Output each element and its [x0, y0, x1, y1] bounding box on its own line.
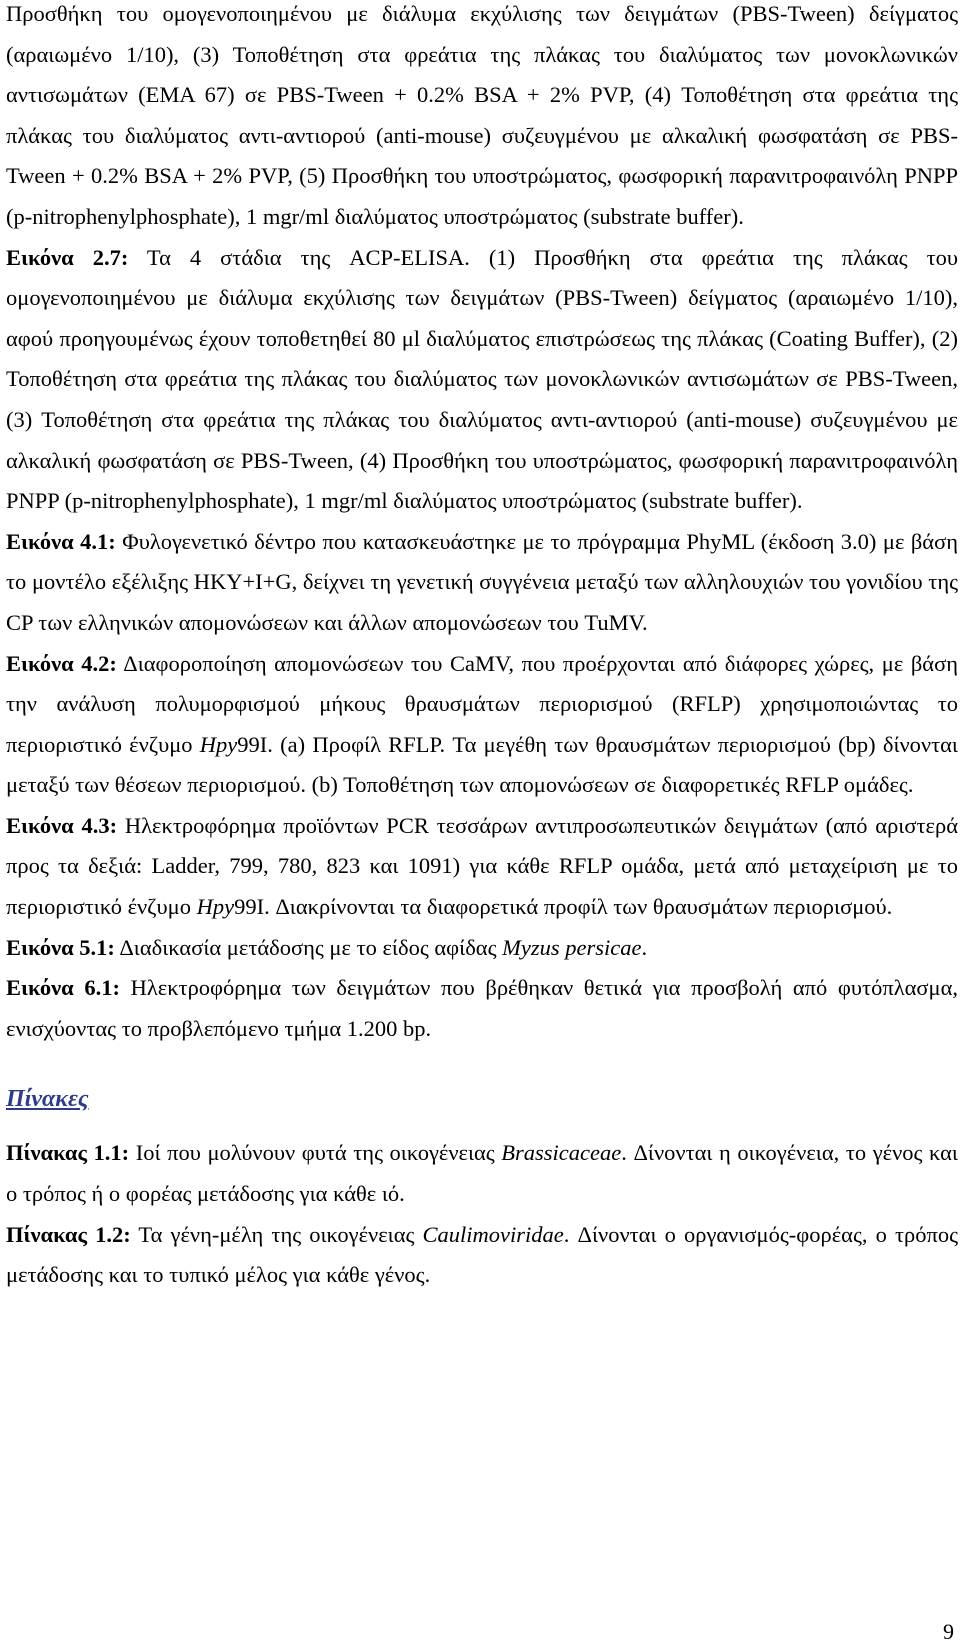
figure-label: Εικόνα 2.7: [6, 244, 129, 270]
tables-section-heading: Πίνακες [6, 1086, 89, 1113]
figure-caption-4-3 [6, 806, 958, 928]
figure-text: Ηλεκτροφόρημα προϊόντων PCR τεσσάρων αντιπροσωπευτικών δειγμάτων (από αριστερά προς τα δεξιά: Ladder, 799, 780, 823 και 1091) για κάθε RFLP ομάδα, μετά από μεταχείριση με το περιοριστικό ένζυμο [6, 812, 958, 920]
figure-label: Εικόνα 6.1: [6, 975, 120, 1001]
table-caption-1-1 [6, 1133, 958, 1214]
figure-label: Εικόνα 4.3: [6, 812, 118, 838]
figure-caption-4-2 [6, 644, 958, 806]
table-label: Πίνακας 1.2: [6, 1221, 131, 1247]
figure-text: Διαδικασία μετάδοσης με το είδος αφίδας [114, 934, 503, 960]
table-caption-1-2 [6, 1215, 958, 1296]
figure-text: 99I. (a) Προφίλ RFLP. Τα μεγέθη των θραυσμάτων περιορισμού (bp) δίνονται μεταξύ των θέσεων περιορισμού. (b) Τοποθέτηση των απομονώσεων σε διαφορετικές RFLP ομάδες. [6, 731, 958, 798]
table-text: Τα γένη-μέλη της οικογένειας [130, 1221, 423, 1247]
figure-label: Εικόνα 4.2: [6, 650, 117, 676]
figure-text: Διαφοροποίηση απομονώσεων του CaMV, που προέρχονται από διάφορες χώρες, με βάση την ανάλυση πολυμορφισμού μήκους θραυσμάτων περιορισμού (RFLP) χρησιμοποιώντας το περιοριστικό ένζυμο [6, 650, 958, 757]
family-name: Brassicaceae [501, 1140, 622, 1166]
figure-text: 99I. Διακρίνονται τα διαφορετικά προφίλ των θραυσμάτων περιορισμού. [234, 894, 893, 920]
figure-text: . [641, 934, 648, 960]
table-text: . Δίνονται η οικογένεια, το γένος και ο τρόπος ή ο φορέας μετάδοσης για κάθε ιό. [6, 1140, 958, 1207]
figure-label: Εικόνα 4.1: [6, 528, 116, 554]
page-number: 9 [943, 1619, 954, 1644]
figure-text: Ηλεκτροφόρημα των δειγμάτων που βρέθηκαν θετικά για προσβολή από φυτόπλασμα, ενισχύοντας το προβλεπόμενο τμήμα 1.200 bp. [6, 975, 958, 1041]
enzyme-name: Hpy [199, 731, 238, 757]
enzyme-name: Hpy [196, 894, 235, 920]
figure-text: Τα 4 στάδια της ACP-ELISA. (1) Προσθήκη στα φρεάτια της πλάκας του ομογενοποιημένου με διάλυμα εκχύλισης των δειγμάτων (PBS-Tween) δείγματος (αραιωμένο 1/10), αφού προηγουμένως έχουν τοποθετηθεί 80 μl διαλύματος επιστρώσεως της πλάκας (Coating Buffer), (2) Τοποθέτηση στα φρεάτια της πλάκας του διαλύματος των μονοκλωνικών αντισωμάτων σε PBS-Tween, (3) Τοποθέτηση στα φρεάτια της πλάκας του διαλύματος αντι-αντιορού (anti-mouse) συζευγμένου με αλκαλική φωσφατάση σε PBS-Tween, (4) Προσθήκη του υποστρώματος, φωσφορική παρανιτροφαινόλη PNPP (p-nitrophenylphosphate), 1 mgr/ml διαλύματος υποστρώματος (substrate buffer). [6, 244, 958, 514]
figure-caption-4-1 [6, 522, 958, 644]
page-content [6, 0, 958, 1296]
figure-text: Φυλογενετικό δέντρο που κατασκευάστηκε με το πρόγραμμα PhyML (έκδοση 3.0) με βάση το μοντέλο εξέλιξης HKY+I+G, δείχνει τη γενετική συγγένεια μεταξύ των αλληλουχιών του γονιδίου της CP των ελληνικών απομονώσεων και άλλων απομονώσεων του TuMV. [6, 528, 958, 635]
figure-caption-2-7 [6, 238, 958, 522]
intro-paragraph: Προσθήκη του ομογενοποιημένου με διάλυμα εκχύλισης των δειγμάτων (PBS-Tween) δείγματος (αραιωμένο 1/10), (3) Τοποθέτηση στα φρεάτια της πλάκας του διαλύματος των μονοκλωνικών αντισωμάτων (EMA 67) σε PBS-Tween + 0.2% BSA + 2% PVP, (4) Τοποθέτηση στα φρεάτια της πλάκας του διαλύματος αντι-αντιορού (anti-mouse) συζευγμένου με αλκαλική φωσφατάση σε PBS-Tween + 0.2% BSA + 2% PVP, (5) Προσθήκη του υποστρώματος, φωσφορική παρανιτροφαινόλη PNPP (p-nitrophenylphosphate), 1 mgr/ml διαλύματος υποστρώματος (substrate buffer). [6, 1, 958, 229]
figure-label: Εικόνα 5.1: [6, 934, 115, 960]
species-name: Myzus persicae [502, 934, 642, 960]
table-text: Ιοί που μολύνουν φυτά της οικογένειας [129, 1140, 502, 1166]
table-text: . Δίνονται ο οργανισμός-φορέας, ο τρόπος μετάδοσης και το τυπικό μέλος για κάθε γένος. [6, 1221, 958, 1288]
table-label: Πίνακας 1.1: [6, 1140, 130, 1166]
figure-caption-6-1 [6, 968, 958, 1049]
family-name: Caulimoviridae [422, 1221, 564, 1247]
figure-caption-5-1 [6, 928, 958, 969]
